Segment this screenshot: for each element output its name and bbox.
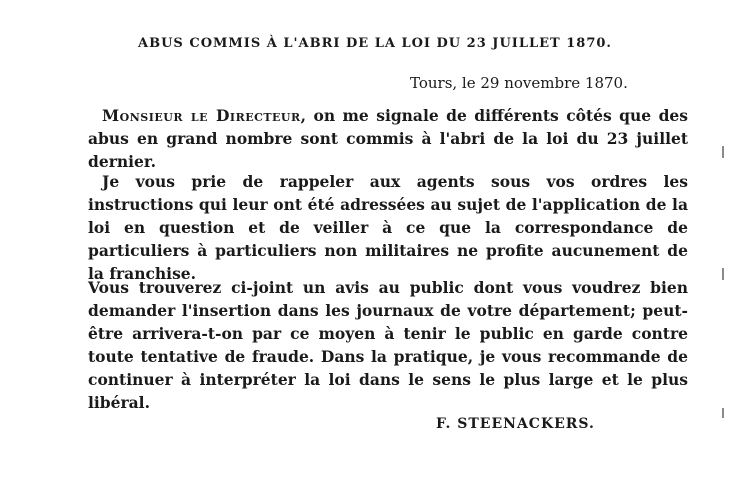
paragraph-1-text: , on me signale de différents côtés que des abus en grand nombre sont commis à l'abri de la loi du 23 juillet dernier. bbox=[88, 106, 688, 171]
scan-edge-mark bbox=[722, 268, 724, 280]
scan-edge-mark bbox=[722, 408, 724, 418]
paragraph-2 bbox=[88, 170, 688, 285]
paragraph-2-text: Je vous prie de rappeler aux agents sous vos ordres les instructions qui leur ont été adressées au sujet de l'application de la loi en question et de veiller à ce que la correspondance de particuliers à particuliers non militaires ne profite aucunement de la franchise. bbox=[88, 172, 688, 283]
paragraph-3-text: Vous trouverez ci-joint un avis au public dont vous voudrez bien demander l'insertion dans les journaux de votre département; peut-être arrivera-t-on par ce moyen à tenir le public en garde contre toute tentative de fraude. Dans la pratique, je vous recommande de continuer à interpréter la loi dans le sens le plus large et le plus libéral. bbox=[88, 278, 688, 412]
place-and-date: Tours, le 29 novembre 1870. bbox=[410, 74, 628, 92]
scan-edge-mark bbox=[722, 146, 724, 158]
salutation: Monsieur le Directeur bbox=[102, 106, 301, 125]
paragraph-3 bbox=[88, 276, 688, 414]
document-heading: ABUS COMMIS À L'ABRI DE LA LOI DU 23 JUILLET 1870. bbox=[138, 36, 612, 51]
signature: F. STEENACKERS. bbox=[436, 416, 595, 432]
paragraph-1 bbox=[88, 104, 688, 173]
